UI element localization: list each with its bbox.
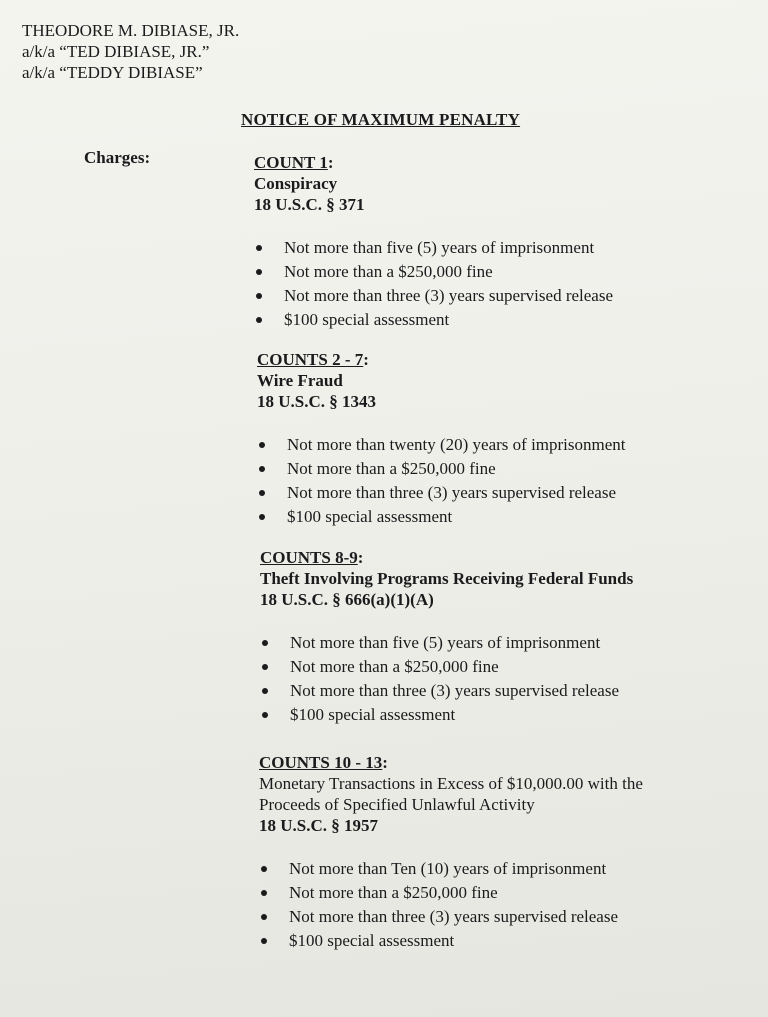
count-offense: Wire Fraud [257,371,343,390]
defendant-alias: a/k/a “TED DIBIASE, JR.” [22,42,210,61]
penalty-item: $100 special assessment [257,505,626,529]
defendant-name: THEODORE M. DIBIASE, JR. [22,21,240,40]
penalty-item: Not more than five (5) years of imprisonment [260,631,633,655]
count-section [254,152,613,332]
penalty-list [259,857,643,953]
count-offense: Monetary Transactions in Excess of $10,000.00 with the [259,774,643,793]
bullet-icon [262,688,268,694]
count-heading: COUNTS 2 - 7: [257,350,369,369]
bullet-icon [259,490,265,496]
penalty-item: Not more than a $250,000 fine [254,260,613,284]
penalty-item: $100 special assessment [260,703,633,727]
count-offense: Theft Involving Programs Receiving Federal Funds [260,569,634,588]
notice-title: NOTICE OF MAXIMUM PENALTY [241,110,521,129]
bullet-icon [262,712,268,718]
count-statute: 18 U.S.C. § 1957 [259,816,379,835]
count-offense: Proceeds of Specified Unlawful Activity [259,795,535,814]
bullet-icon [261,890,267,896]
penalty-item: Not more than three (3) years supervised release [260,679,633,703]
count-heading: COUNTS 8-9: [260,548,364,567]
penalty-item: $100 special assessment [259,929,643,953]
bullet-icon [259,514,265,520]
bullet-icon [259,442,265,448]
bullet-icon [256,245,262,251]
bullet-icon [256,293,262,299]
penalty-list [257,433,626,529]
charges-label: Charges: [84,148,151,167]
penalty-item: Not more than three (3) years supervised release [257,481,626,505]
bullet-icon [262,664,268,670]
penalty-item: Not more than three (3) years supervised release [259,905,643,929]
count-statute: 18 U.S.C. § 666(a)(1)(A) [260,590,434,609]
penalty-item: Not more than five (5) years of imprisonment [254,236,613,260]
count-section [259,752,643,953]
bullet-icon [262,640,268,646]
case-caption [22,20,239,83]
count-offense: Conspiracy [254,174,338,193]
count-heading: COUNTS 10 - 13: [259,753,388,772]
defendant-alias: a/k/a “TEDDY DIBIASE” [22,63,203,82]
count-statute: 18 U.S.C. § 371 [254,195,365,214]
penalty-list [260,631,633,727]
penalty-item: Not more than a $250,000 fine [257,457,626,481]
bullet-icon [256,269,262,275]
count-heading: COUNT 1: [254,153,334,172]
penalty-list [254,236,613,332]
penalty-item: $100 special assessment [254,308,613,332]
count-section [260,547,633,727]
bullet-icon [261,866,267,872]
penalty-item: Not more than a $250,000 fine [259,881,643,905]
penalty-item: Not more than Ten (10) years of imprisonment [259,857,643,881]
bullet-icon [259,466,265,472]
penalty-item: Not more than a $250,000 fine [260,655,633,679]
penalty-item: Not more than three (3) years supervised release [254,284,613,308]
bullet-icon [261,938,267,944]
bullet-icon [261,914,267,920]
count-statute: 18 U.S.C. § 1343 [257,392,377,411]
count-section [257,349,626,529]
bullet-icon [256,317,262,323]
penalty-item: Not more than twenty (20) years of imprisonment [257,433,626,457]
